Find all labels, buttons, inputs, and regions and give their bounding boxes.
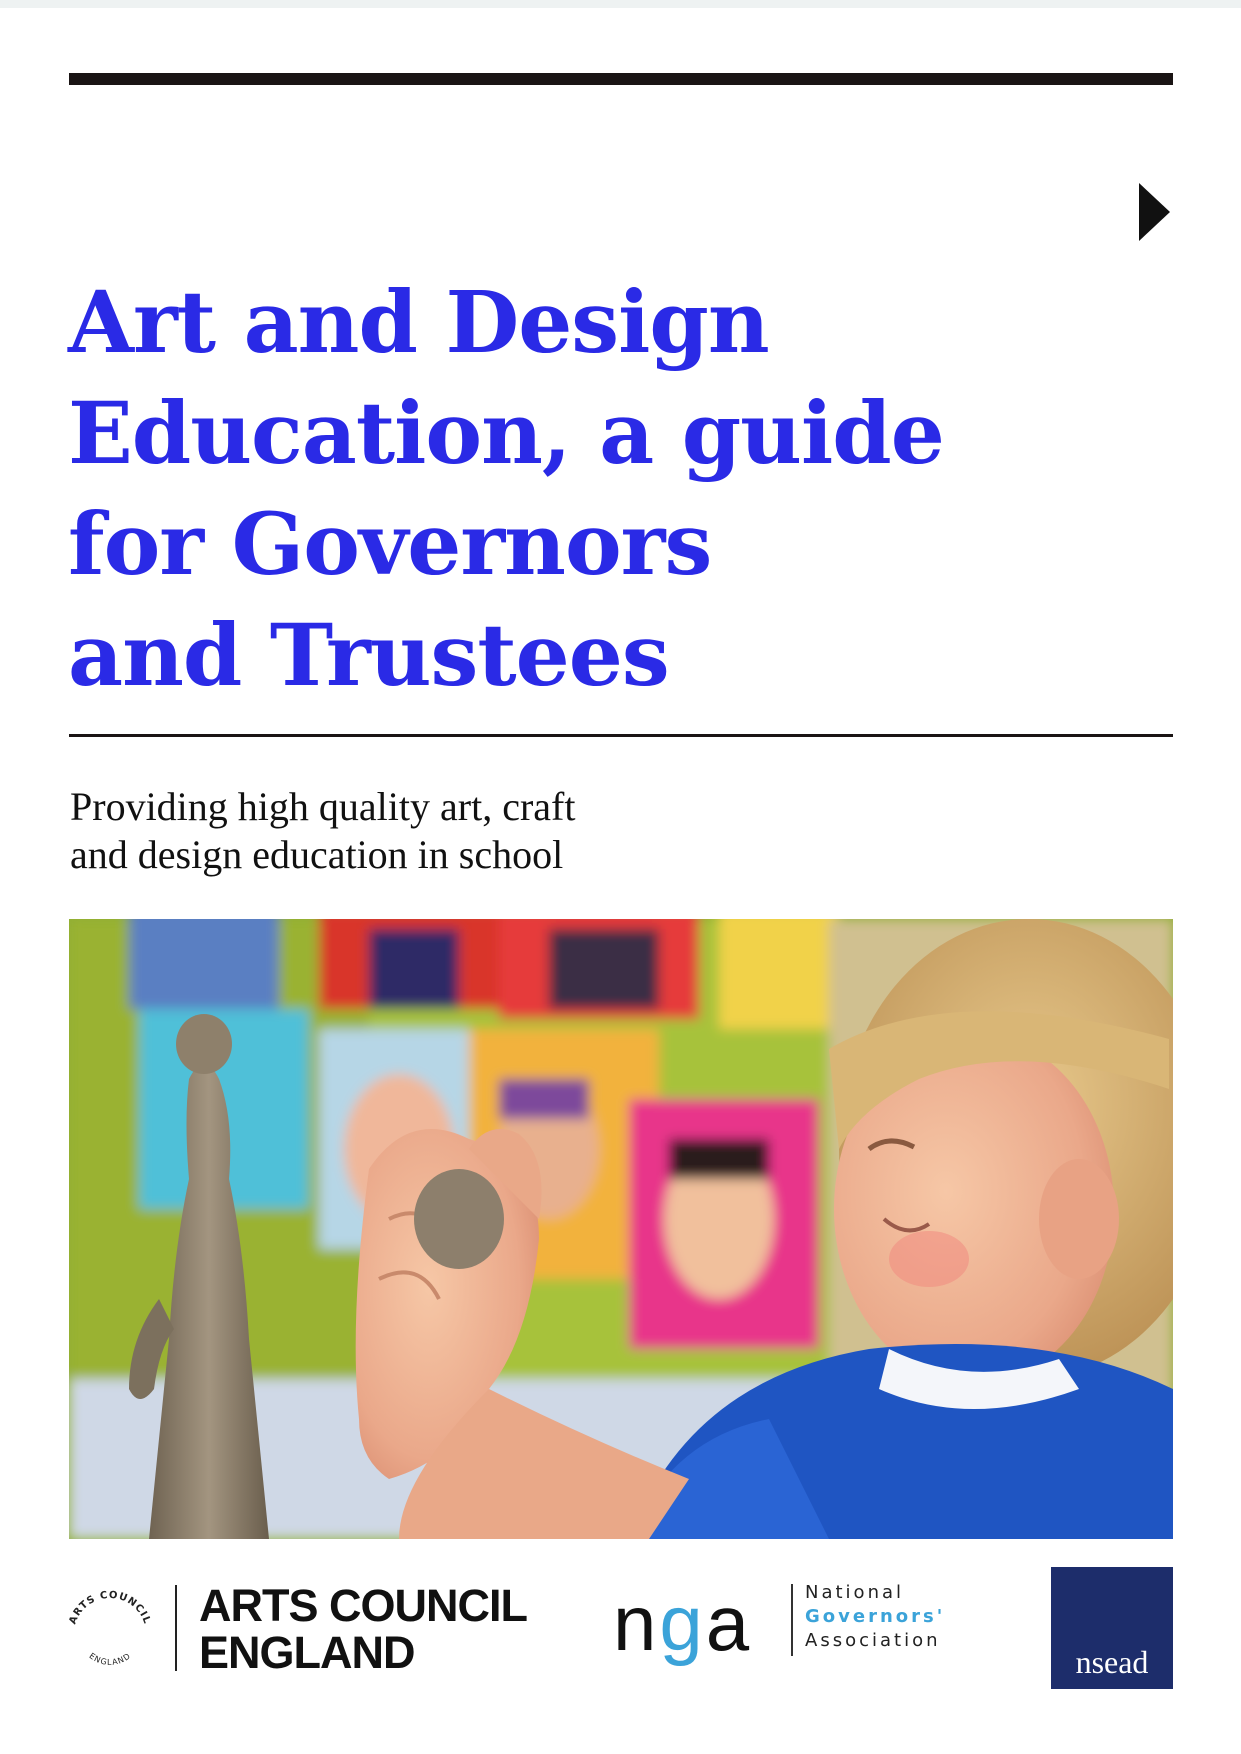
nsead-logo bbox=[1051, 1567, 1173, 1689]
nga-name-line: Governors' bbox=[805, 1606, 946, 1627]
title-line: and Trustees bbox=[68, 606, 669, 706]
subtitle-line: and design education in school bbox=[70, 832, 564, 877]
cover-photo bbox=[69, 919, 1173, 1539]
nga-name bbox=[805, 1581, 945, 1653]
cover-subtitle bbox=[70, 783, 870, 879]
svg-text:ENGLAND: ENGLAND bbox=[87, 1651, 133, 1667]
nga-name-line: National bbox=[805, 1582, 905, 1603]
cover-title bbox=[68, 268, 1168, 712]
nga-letter-n: n bbox=[613, 1579, 660, 1667]
nga-name-line: Association bbox=[805, 1630, 941, 1651]
arts-council-seal-logo bbox=[60, 1582, 160, 1682]
top-rule bbox=[69, 73, 1173, 85]
nga-divider bbox=[791, 1584, 793, 1656]
title-divider bbox=[69, 734, 1173, 737]
nga-letter-a: a bbox=[705, 1579, 753, 1667]
nga-letter-g: g bbox=[659, 1579, 706, 1667]
title-line: for Governors bbox=[68, 495, 712, 595]
arts-council-divider bbox=[175, 1585, 177, 1671]
arts-council-line: ENGLAND bbox=[199, 1627, 415, 1678]
title-line: Art and Design bbox=[68, 273, 769, 373]
svg-text:ARTS COUNCIL: ARTS COUNCIL bbox=[67, 1589, 153, 1626]
arts-council-line: ARTS COUNCIL bbox=[199, 1580, 527, 1631]
nsead-label: nsead bbox=[1075, 1644, 1149, 1680]
title-line: Education, a guide bbox=[68, 384, 944, 484]
nga-letters bbox=[613, 1580, 752, 1666]
page-top-edge bbox=[0, 0, 1241, 8]
next-page-arrow-icon[interactable] bbox=[1139, 183, 1170, 241]
subtitle-line: Providing high quality art, craft bbox=[70, 784, 576, 829]
arts-council-wordmark bbox=[199, 1582, 527, 1676]
